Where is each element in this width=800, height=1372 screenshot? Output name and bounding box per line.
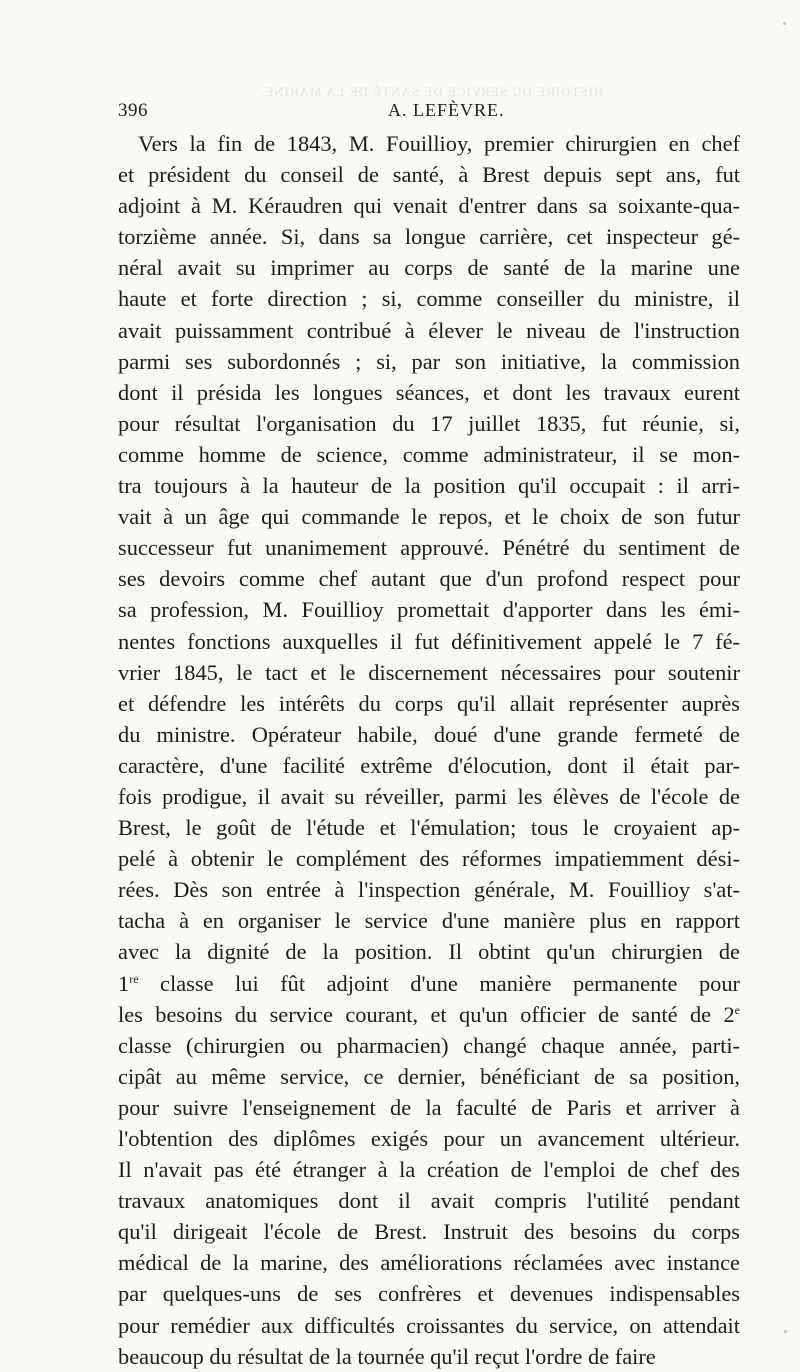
running-head: A. LEFÈVRE. (388, 100, 505, 120)
page-header (118, 100, 738, 128)
text-line: Vers la fin de 1843, M. Fouillioy, premier chirurgien en chef (138, 131, 740, 156)
text-line: l'obtention des diplômes exigés pour un avancement ultérieur. (118, 1126, 740, 1151)
text-line (118, 999, 740, 1030)
text-line: adjoint à M. Kéraudren qui venait d'entrer dans sa soixante-qua- (118, 193, 740, 219)
text-fragment: les besoins du service courant, et qu'un officier de santé de 2 (118, 1001, 735, 1027)
paper-speck (783, 22, 786, 25)
text-fragment: 1 (118, 970, 130, 996)
text-line: tra toujours à la hauteur de la position qu'il occupait : il arri- (118, 473, 740, 499)
text-fragment: classe lui fût adjoint d'une manière permanente pour (138, 970, 740, 996)
text-line: pour suivre l'enseignement de la faculté de Paris et arriver à (118, 1094, 740, 1120)
text-line: Il n'avait pas été étranger à la création de l'emploi de chef des (118, 1157, 740, 1183)
text-line: dont il présida les longues séances, et dont les travaux eurent (118, 379, 740, 405)
text-line: successeur fut unanimement approuvé. Pénétré du sentiment de (118, 535, 740, 561)
text-line: beaucoup du résultat de la tournée qu'il reçut l'ordre de faire (118, 1343, 656, 1369)
text-line: médical de la marine, des améliorations réclamées avec instance (118, 1250, 740, 1276)
body-paragraph (118, 128, 740, 1372)
text-line: pelé à obtenir le complément des réformes impatiemment dési- (118, 846, 740, 872)
text-line: et défendre les intérêts du corps qu'il allait représenter auprès (118, 690, 740, 716)
text-line: nentes fonctions auxquelles il fut définitivement appelé le 7 fé- (118, 628, 740, 654)
text-line: pour remédier aux difficultés croissantes du service, on attendait (118, 1312, 740, 1338)
paper-speck (784, 1330, 787, 1333)
text-line: pour résultat l'organisation du 17 juillet 1835, fut réunie, si, (118, 410, 740, 436)
text-line: Brest, le goût de l'étude et l'émulation; tous le croyaient ap- (118, 815, 740, 841)
bleed-through-text: HISTOIRE DU SERVICE DE SANTÉ DE LA MARINE. (260, 84, 604, 99)
text-line: travaux anatomiques dont il avait compris l'utilité pendant (118, 1188, 740, 1214)
text-line: torzième année. Si, dans sa longue carrière, cet inspecteur gé- (118, 224, 740, 250)
text-line: vrier 1845, le tact et le discernement nécessaires pour soutenir (118, 659, 740, 685)
text-line: caractère, d'une facilité extrême d'élocution, dont il était par- (118, 752, 740, 778)
page-number: 396 (118, 100, 148, 121)
text-line: du ministre. Opérateur habile, doué d'une grande fermeté de (118, 721, 740, 747)
text-line: qu'il dirigeait l'école de Brest. Instruit des besoins du corps (118, 1219, 740, 1245)
text-line: avec la dignité de la position. Il obtint qu'un chirurgien de (118, 939, 740, 965)
text-line: vait à un âge qui commande le repos, et le choix de son futur (118, 504, 740, 530)
text-line: ses devoirs comme chef autant que d'un profond respect pour (118, 566, 740, 592)
text-line: classe (chirurgien ou pharmacien) changé chaque année, parti- (118, 1032, 740, 1058)
text-line: néral avait su imprimer au corps de santé de la marine une (118, 255, 740, 281)
text-line: avait puissamment contribué à élever le niveau de l'instruction (118, 317, 740, 343)
text-line: et président du conseil de santé, à Brest depuis sept ans, fut (118, 162, 740, 188)
text-line (118, 968, 740, 999)
superscript: re (129, 971, 139, 986)
text-line: par quelques-uns de ses confrères et devenues indispensables (118, 1281, 740, 1307)
text-line: cipât au même service, ce dernier, bénéficiant de sa position, (118, 1063, 740, 1089)
text-line: parmi ses subordonnés ; si, par son initiative, la commission (118, 348, 740, 374)
text-line: haute et forte direction ; si, comme conseiller du ministre, il (118, 286, 740, 312)
text-line: rées. Dès son entrée à l'inspection générale, M. Fouillioy s'at- (118, 877, 740, 903)
text-line: comme homme de science, comme administrateur, il se mon- (118, 441, 740, 467)
text-line: fois prodigue, il avait su réveiller, parmi les élèves de l'école de (118, 783, 740, 809)
superscript: e (734, 1002, 740, 1017)
text-line: tacha à en organiser le service d'une manière plus en rapport (118, 908, 740, 934)
text-line: sa profession, M. Fouillioy promettait d'apporter dans les émi- (118, 597, 740, 623)
